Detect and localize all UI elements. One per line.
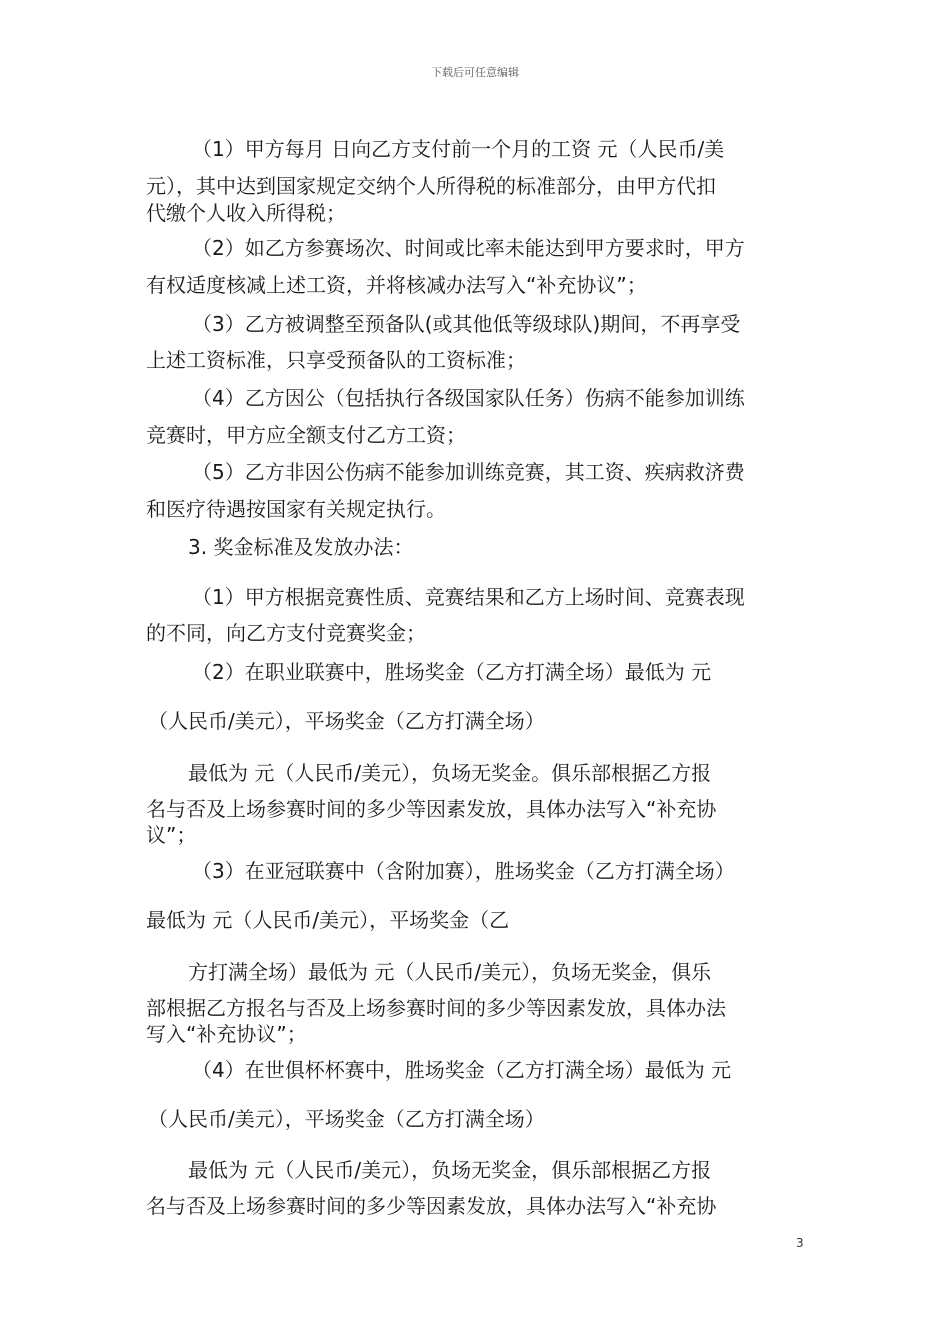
text-line: 的不同，向乙方支付竞赛奖金； <box>146 621 426 645</box>
text-line: （3）乙方被调整至预备队(或其他低等级球队)期间，不再享受 <box>192 312 741 336</box>
text-line: 最低为 元（人民币/美元），负场无奖金。俱乐部根据乙方报 <box>188 761 712 785</box>
text-line: （1）甲方每月 日向乙方支付前一个月的工资 元（人民币/美 <box>192 137 725 161</box>
text-line: （4）在世俱杯杯赛中，胜场奖金（乙方打满全场）最低为 元 <box>192 1058 732 1082</box>
text-line: 方打满全场）最低为 元（人民币/美元），负场无奖金，俱乐 <box>188 960 712 984</box>
text-line: 最低为 元（人民币/美元），平场奖金（乙 <box>146 908 510 932</box>
text-line: 部根据乙方报名与否及上场参赛时间的多少等因素发放，具体办法 <box>146 996 726 1020</box>
text-line: （5）乙方非因公伤病不能参加训练竞赛，其工资、疾病救济费 <box>192 460 745 484</box>
text-line: 和医疗待遇按国家有关规定执行。 <box>146 497 446 521</box>
text-line: 有权适度核减上述工资，并将核减办法写入“补充协议”； <box>146 273 647 297</box>
text-line: 竞赛时，甲方应全额支付乙方工资； <box>146 423 466 447</box>
text-line: 议”； <box>146 823 197 847</box>
page-header: 下载后可任意编辑 <box>431 66 519 79</box>
text-line: （3）在亚冠联赛中（含附加赛），胜场奖金（乙方打满全场） <box>192 859 735 883</box>
text-line: （2）如乙方参赛场次、时间或比率未能达到甲方要求时，甲方 <box>192 236 745 260</box>
page-number: 3 <box>796 1236 804 1250</box>
text-line: 上述工资标准，只享受预备队的工资标准； <box>146 348 526 372</box>
text-line: 名与否及上场参赛时间的多少等因素发放，具体办法写入“补充协 <box>146 797 717 821</box>
text-line: 元），其中达到国家规定交纳个人所得税的标准部分，由甲方代扣 <box>146 174 716 198</box>
text-line: （1）甲方根据竞赛性质、竞赛结果和乙方上场时间、竞赛表现 <box>192 585 745 609</box>
text-line: 代缴个人收入所得税； <box>146 201 346 225</box>
text-line: 写入“补充协议”； <box>146 1022 307 1046</box>
text-line: （人民币/美元），平场奖金（乙方打满全场） <box>148 1107 545 1131</box>
text-line: （人民币/美元），平场奖金（乙方打满全场） <box>148 709 545 733</box>
text-line: 名与否及上场参赛时间的多少等因素发放，具体办法写入“补充协 <box>146 1194 717 1218</box>
section-heading: 3. 奖金标准及发放办法： <box>188 535 414 559</box>
text-line: （4）乙方因公（包括执行各级国家队任务）伤病不能参加训练 <box>192 386 745 410</box>
text-line: （2）在职业联赛中，胜场奖金（乙方打满全场）最低为 元 <box>192 660 712 684</box>
text-line: 最低为 元（人民币/美元），负场无奖金，俱乐部根据乙方报 <box>188 1158 712 1182</box>
